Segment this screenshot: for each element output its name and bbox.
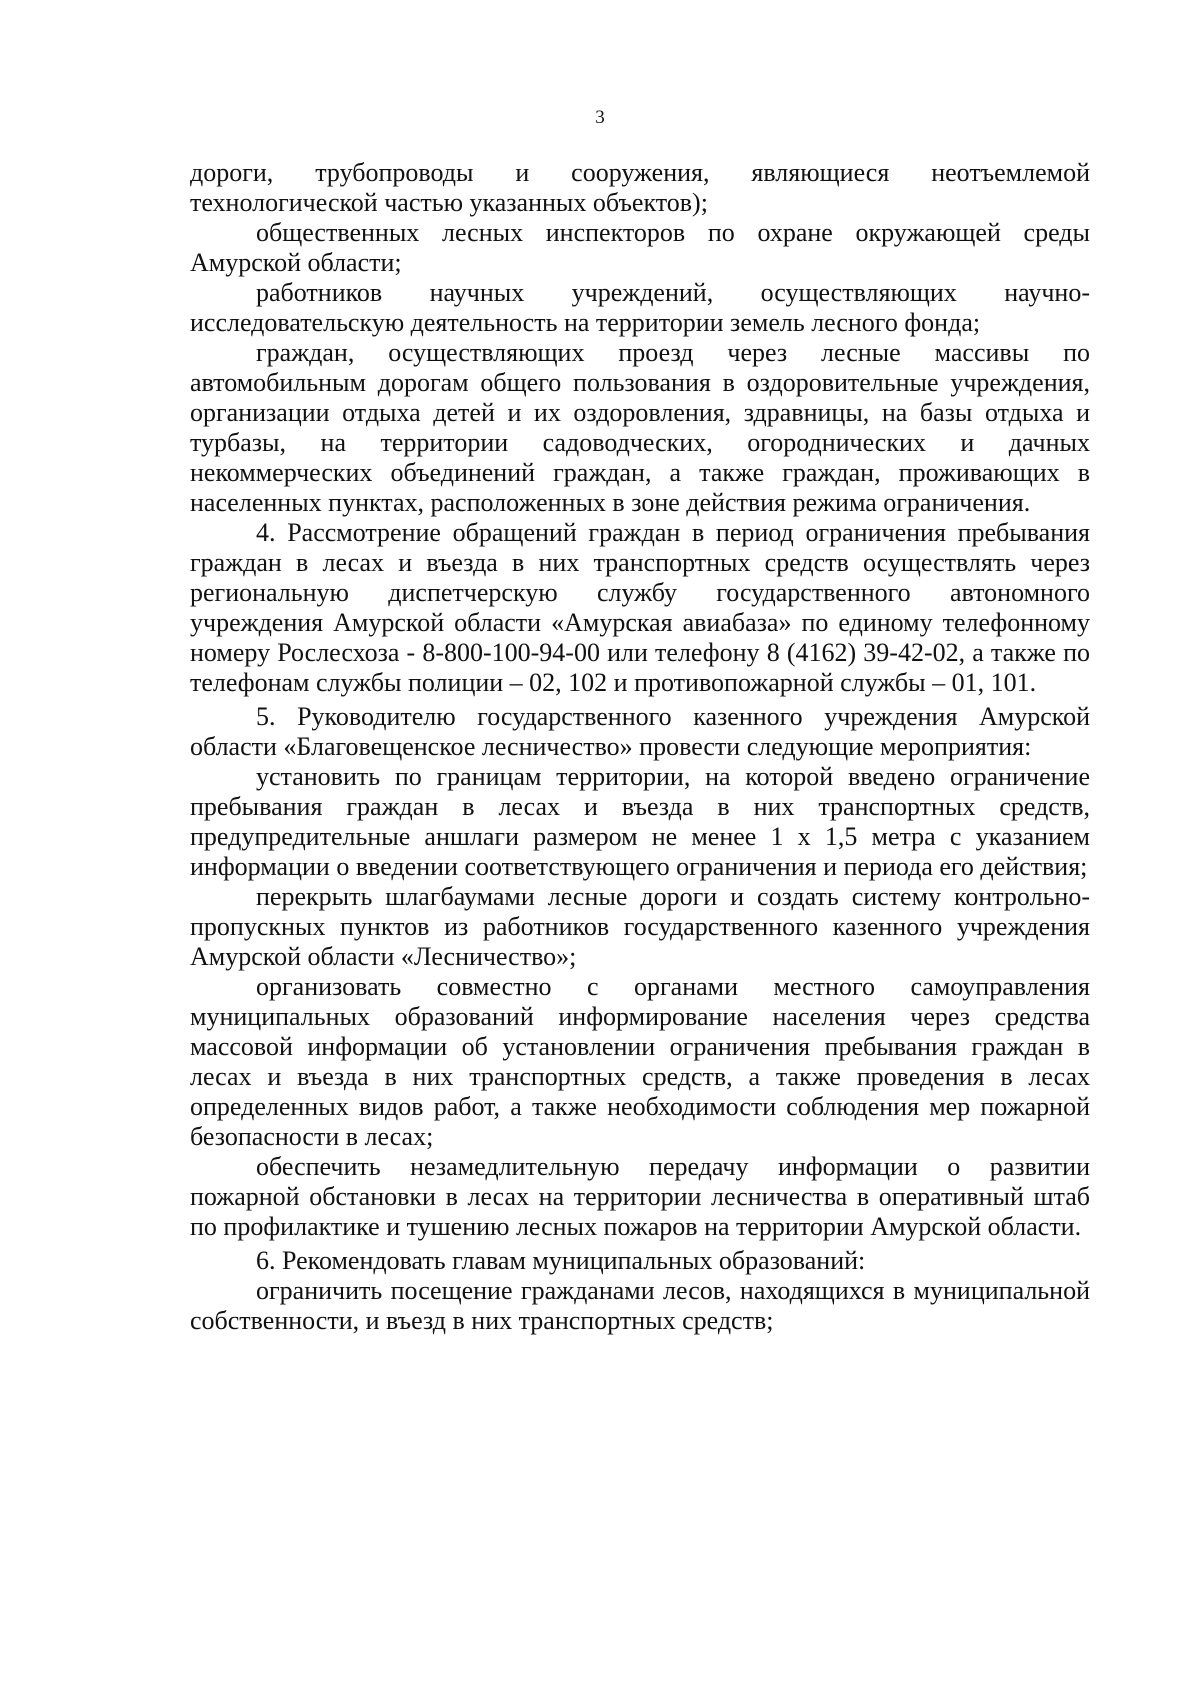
paragraph-continuation: дороги, трубопроводы и сооружения, являющиеся неотъемлемой технологической частью указанных объектов);	[190, 158, 1090, 217]
paragraph-section-4: 4. Рассмотрение обращений граждан в период ограничения пребывания граждан в лесах и въезда в них транспортных средств осуществлять через региональную диспетчерскую службу государственного автономного учреждения Амурской области «Амурская авиабаза» по единому телефонному номеру Рослесхоза - 8-800-100-94-00 или телефону 8 (4162) 39-42-02, а также по телефонам службы полиции – 02, 102 и противопожарной службы – 01, 101.	[190, 518, 1090, 697]
page-number: 3	[595, 107, 605, 128]
paragraph-list-item: организовать совместно с органами местного самоуправления муниципальных образований информирование населения через средства массовой информации об установлении ограничения пребывания граждан в лесах и въезда в них транспортных средств, а также проведения в лесах определенных видов работ, а также необходимости соблюдения мер пожарной безопасности в лесах;	[190, 972, 1090, 1151]
paragraph-list-item: общественных лесных инспекторов по охране окружающей среды Амурской области;	[190, 218, 1090, 277]
paragraph-list-item: обеспечить незамедлительную передачу информации о развитии пожарной обстановки в лесах на территории лесничества в оперативный штаб по профилактике и тушению лесных пожаров на территории Амурской области.	[190, 1152, 1090, 1241]
paragraph-section-5: 5. Руководителю государственного казенного учреждения Амурской области «Благовещенское лесничество» провести следующие мероприятия:	[190, 702, 1090, 761]
paragraph-section-6: 6. Рекомендовать главам муниципальных образований:	[256, 1246, 866, 1275]
paragraph-list-item: ограничить посещение гражданами лесов, находящихся в муниципальной собственности, и въезд в них транспортных средств;	[190, 1276, 1090, 1335]
paragraph-list-item: граждан, осуществляющих проезд через лесные массивы по автомобильным дорогам общего пользования в оздоровительные учреждения, организации отдыха детей и их оздоровления, здравницы, на базы отдыха и турбазы, на территории садоводческих, огороднических и дачных некоммерческих объединений граждан, а также граждан, проживающих в населенных пунктах, расположенных в зоне действия режима ограничения.	[190, 338, 1090, 517]
document-body	[190, 158, 1090, 1336]
paragraph-list-item: перекрыть шлагбаумами лесные дороги и создать систему контрольно-пропускных пунктов из работников государственного казенного учреждения Амурской области «Лесничество»;	[190, 882, 1090, 971]
paragraph-list-item: работников научных учреждений, осуществляющих научно-исследовательскую деятельность на территории земель лесного фонда;	[190, 278, 1090, 337]
paragraph-list-item: установить по границам территории, на которой введено ограничение пребывания граждан в лесах и въезда в них транспортных средств, предупредительные аншлаги размером не менее 1 х 1,5 метра с указанием информации о введении соответствующего ограничения и периода его действия;	[190, 762, 1090, 881]
